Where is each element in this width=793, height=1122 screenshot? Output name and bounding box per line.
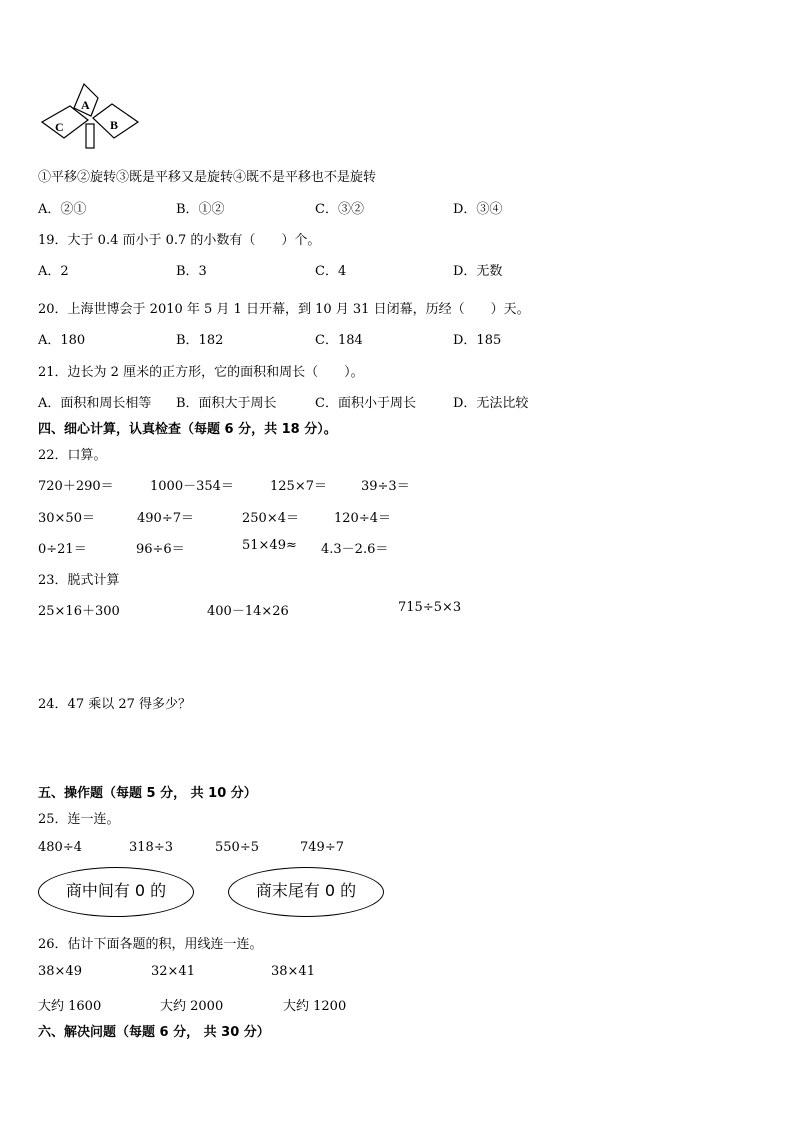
q25-item[interactable]: 318÷3 [129,840,173,855]
q22-item: 39÷3＝ [361,479,410,494]
q18-choice-b[interactable]: B．①② [176,202,225,217]
q19-choice-c[interactable]: C．4 [315,264,347,279]
q25-item[interactable]: 550÷5 [215,840,259,855]
q22-item: 0÷21＝ [38,542,87,557]
q25-item[interactable]: 749÷7 [300,840,344,855]
label-c: C [55,120,64,134]
q23-item: 25×16＋300 [38,604,120,619]
q20-choice-c[interactable]: C．184 [315,333,363,348]
q26-answer[interactable]: 大约 1200 [283,999,347,1014]
q19-choice-a[interactable]: A．2 [38,264,69,279]
q22-item: 4.3－2.6＝ [321,542,389,557]
q22-item: 120÷4＝ [334,511,391,526]
q26-item[interactable]: 38×49 [38,964,82,979]
q23-stem: 23．脱式计算 [38,573,120,588]
rotation-figure [38,80,144,152]
q22-item: 490÷7＝ [137,511,194,526]
stem [86,124,94,148]
q24-stem: 24．47 乘以 27 得多少？ [38,697,192,712]
q26-item[interactable]: 32×41 [151,964,195,979]
q18-choice-c[interactable]: C．③② [315,202,364,217]
q18-options-line: ①平移②旋转③既是平移又是旋转④既不是平移也不是旋转 [38,170,377,185]
q26-item[interactable]: 38×41 [271,964,315,979]
q22-item: 96÷6＝ [136,542,185,557]
label-b: B [110,118,119,132]
q20-stem: 20．上海世博会于 2010 年 5 月 1 日开幕，到 10 月 31 日闭幕，历经（ ）天。 [38,302,530,317]
q21-choice-b[interactable]: B．面积大于周长 [176,396,277,411]
q22-item: 51×49≈ [242,538,297,553]
q20-choice-b[interactable]: B．182 [176,333,224,348]
q26-stem: 26．估计下面各题的积，用线连一连。 [38,937,263,952]
section6-heading: 六、解决问题（每题 6 分， 共 30 分） [38,1025,270,1040]
q19-choice-b[interactable]: B．3 [176,264,207,279]
q25-item[interactable]: 480÷4 [38,840,82,855]
section4-heading: 四、细心计算，认真检查（每题 6 分，共 18 分）。 [38,422,337,437]
section5-heading: 五、操作题（每题 5 分， 共 10 分） [38,786,257,801]
q19-stem: 19．大于 0.4 而小于 0.7 的小数有（ ）个。 [38,233,321,248]
q20-choice-a[interactable]: A．180 [38,333,86,348]
q21-choice-a[interactable]: A．面积和周长相等 [38,396,152,411]
q22-item: 250×4＝ [242,511,299,526]
q23-item: 400－14×26 [207,604,289,619]
q26-answer[interactable]: 大约 2000 [160,999,224,1014]
q22-item: 1000－354＝ [150,479,234,494]
q22-item: 30×50＝ [38,511,95,526]
q25-stem: 25．连一连。 [38,812,120,827]
q18-choice-d[interactable]: D．③④ [453,202,503,217]
q20-choice-d[interactable]: D．185 [453,333,502,348]
q21-choice-c[interactable]: C．面积小于周长 [315,396,416,411]
q18-choice-a[interactable]: A．②① [38,202,87,217]
q19-choice-d[interactable]: D．无数 [453,264,503,279]
label-a: A [81,98,90,112]
q23-item: 715÷5×3 [398,600,462,615]
q21-stem: 21．边长为 2 厘米的正方形，它的面积和周长（ ）。 [38,365,364,380]
q22-item: 720＋290＝ [38,479,114,494]
q21-choice-d[interactable]: D．无法比较 [453,396,529,411]
q22-stem: 22．口算。 [38,448,107,463]
q26-answer[interactable]: 大约 1600 [38,999,102,1014]
oval-end-zero[interactable]: 商末尾有 0 的 [228,867,384,917]
q22-item: 125×7＝ [270,479,327,494]
oval-middle-zero[interactable]: 商中间有 0 的 [38,867,194,917]
